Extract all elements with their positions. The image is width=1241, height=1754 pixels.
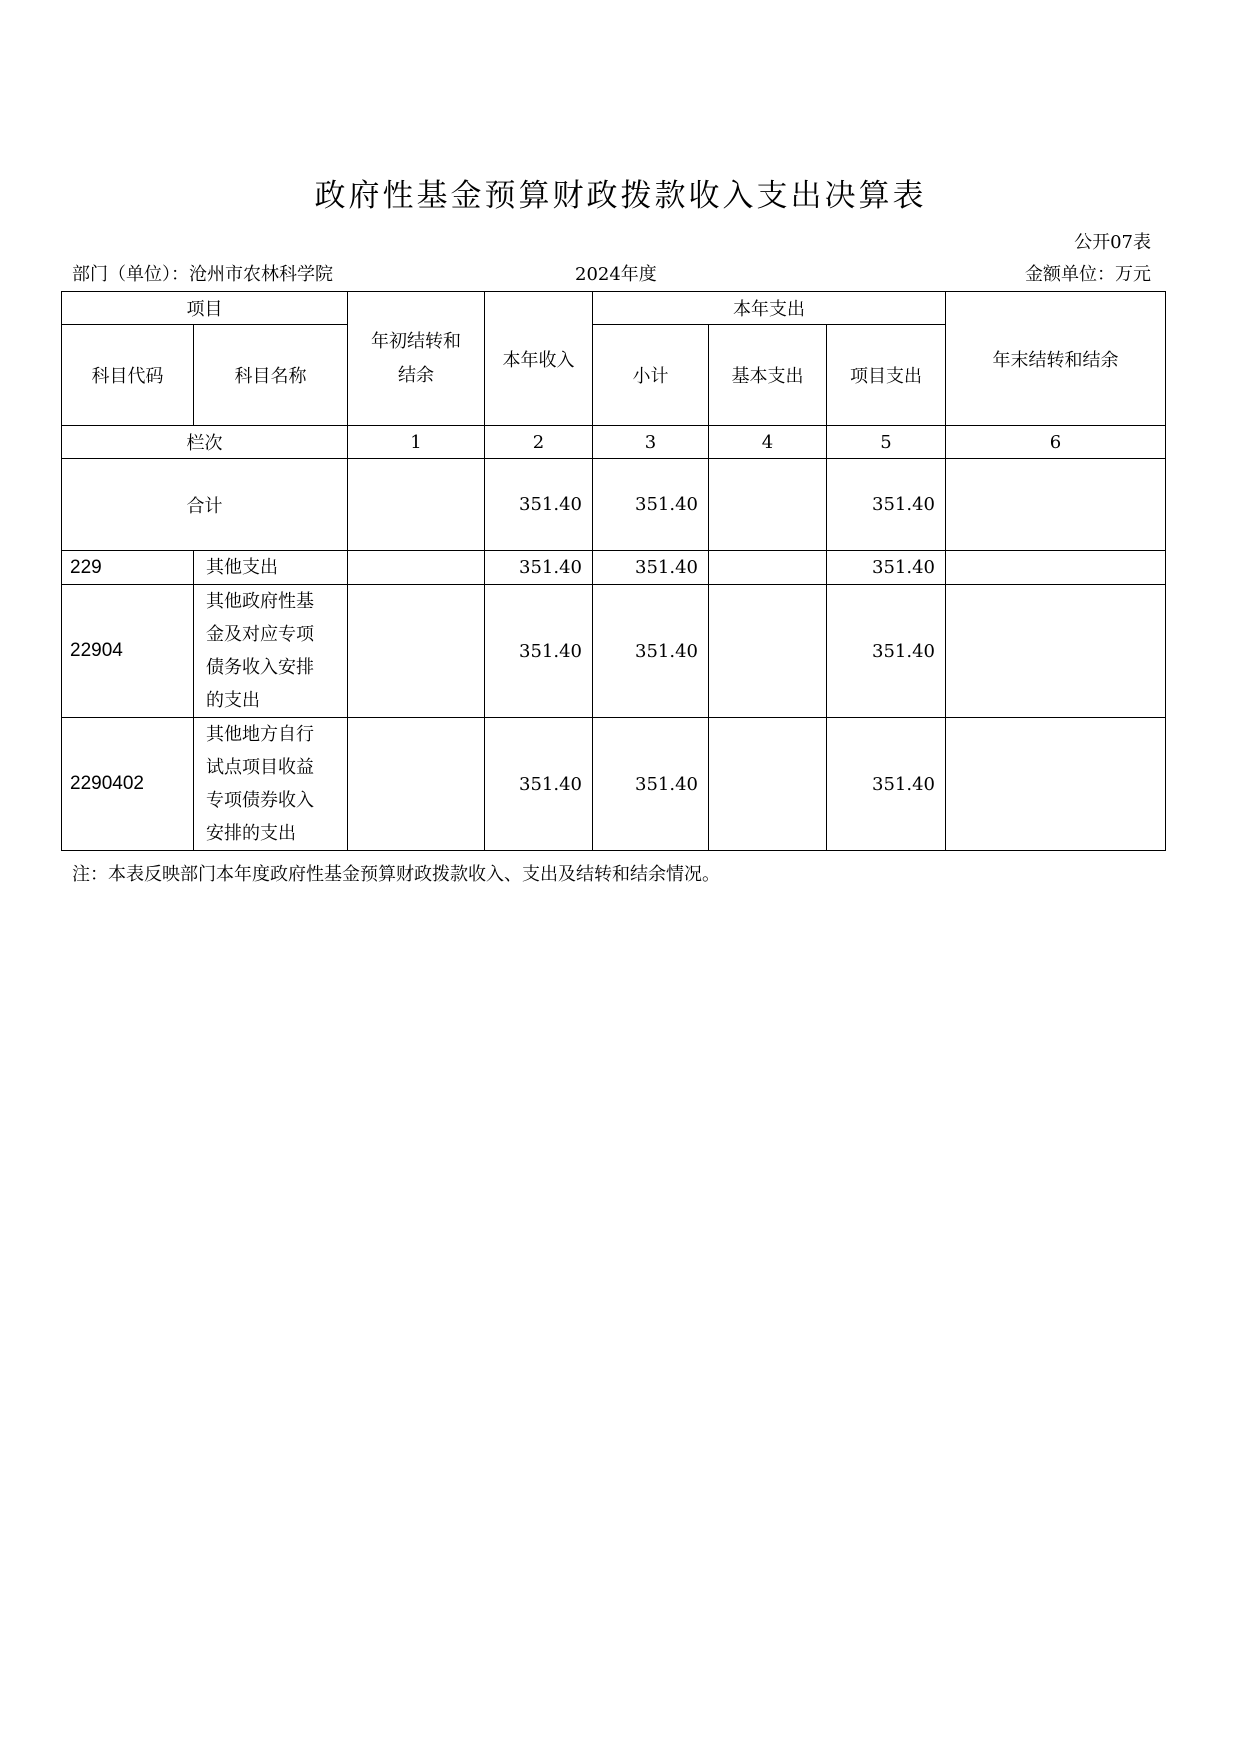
total-subtotal: 351.40: [593, 459, 709, 551]
row-project: 351.40: [827, 718, 946, 851]
column-index-6: 6: [946, 426, 1166, 459]
unit-label: 金额单位：万元: [1025, 264, 1151, 285]
row-basic: [709, 718, 827, 851]
row-name: [194, 718, 348, 851]
row-subtotal: 351.40: [593, 718, 709, 851]
department-label: 部门（单位）：沧州市农林科学院: [72, 264, 333, 285]
total-label: 合计: [62, 459, 348, 551]
total-basic: [709, 459, 827, 551]
header-carryover-start-line2: 结余: [398, 364, 434, 386]
header-income: 本年收入: [485, 292, 593, 426]
row-name-line: 的支出: [206, 690, 260, 711]
header-row-1: [62, 292, 1166, 325]
header-name: 科目名称: [194, 325, 348, 426]
row-carryover-end: [946, 718, 1166, 851]
column-index-2: 2: [485, 426, 593, 459]
header-carryover-start: [348, 292, 485, 426]
header-code: 科目代码: [62, 325, 194, 426]
header-project: 项目支出: [827, 325, 946, 426]
row-name-line: 试点项目收益: [206, 757, 314, 778]
row-carryover-end: [946, 551, 1166, 585]
row-carryover-start: [348, 585, 485, 718]
total-row: [62, 459, 1166, 551]
total-income: 351.40: [485, 459, 593, 551]
row-subtotal: 351.40: [593, 551, 709, 585]
row-code: 2290402: [62, 718, 194, 851]
total-carryover-start: [348, 459, 485, 551]
column-index-5: 5: [827, 426, 946, 459]
budget-table: [61, 291, 1166, 851]
header-expenditure: 本年支出: [593, 292, 946, 325]
row-project: 351.40: [827, 585, 946, 718]
row-name-line: 安排的支出: [206, 823, 296, 844]
column-index-label: 栏次: [62, 426, 348, 459]
row-income: 351.40: [485, 718, 593, 851]
row-name: [194, 585, 348, 718]
row-name-line: 金及对应专项: [206, 624, 314, 645]
header-carryover-start-line1: 年初结转和: [371, 330, 461, 352]
header-basic: 基本支出: [709, 325, 827, 426]
row-code: 22904: [62, 585, 194, 718]
row-project: 351.40: [827, 551, 946, 585]
row-name-line: 专项债券收入: [206, 790, 314, 811]
row-subtotal: 351.40: [593, 585, 709, 718]
header-subtotal: 小计: [593, 325, 709, 426]
row-code: 229: [62, 551, 194, 585]
column-index-row: [62, 426, 1166, 459]
total-carryover-end: [946, 459, 1166, 551]
column-index-3: 3: [593, 426, 709, 459]
table-row: [62, 718, 1166, 851]
table-note: 注：本表反映部门本年度政府性基金预算财政拨款收入、支出及结转和结余情况。: [72, 864, 720, 885]
total-project: 351.40: [827, 459, 946, 551]
header-item: 项目: [62, 292, 348, 325]
column-index-1: 1: [348, 426, 485, 459]
row-income: 351.40: [485, 585, 593, 718]
page-title: 政府性基金预算财政拨款收入支出决算表: [314, 178, 927, 214]
row-name-line: 其他政府性基: [206, 591, 314, 612]
year-label: 2024年度: [575, 264, 657, 285]
form-number: 公开07表: [1074, 232, 1151, 253]
table-row: [62, 551, 1166, 585]
row-income: 351.40: [485, 551, 593, 585]
row-basic: [709, 551, 827, 585]
row-carryover-start: [348, 718, 485, 851]
row-basic: [709, 585, 827, 718]
row-name-line: 其他地方自行: [206, 724, 314, 745]
column-index-4: 4: [709, 426, 827, 459]
row-carryover-start: [348, 551, 485, 585]
row-name: 其他支出: [194, 551, 348, 585]
row-name-line: 债务收入安排: [206, 657, 314, 678]
header-carryover-end: 年末结转和结余: [946, 292, 1166, 426]
table-row: [62, 585, 1166, 718]
row-carryover-end: [946, 585, 1166, 718]
